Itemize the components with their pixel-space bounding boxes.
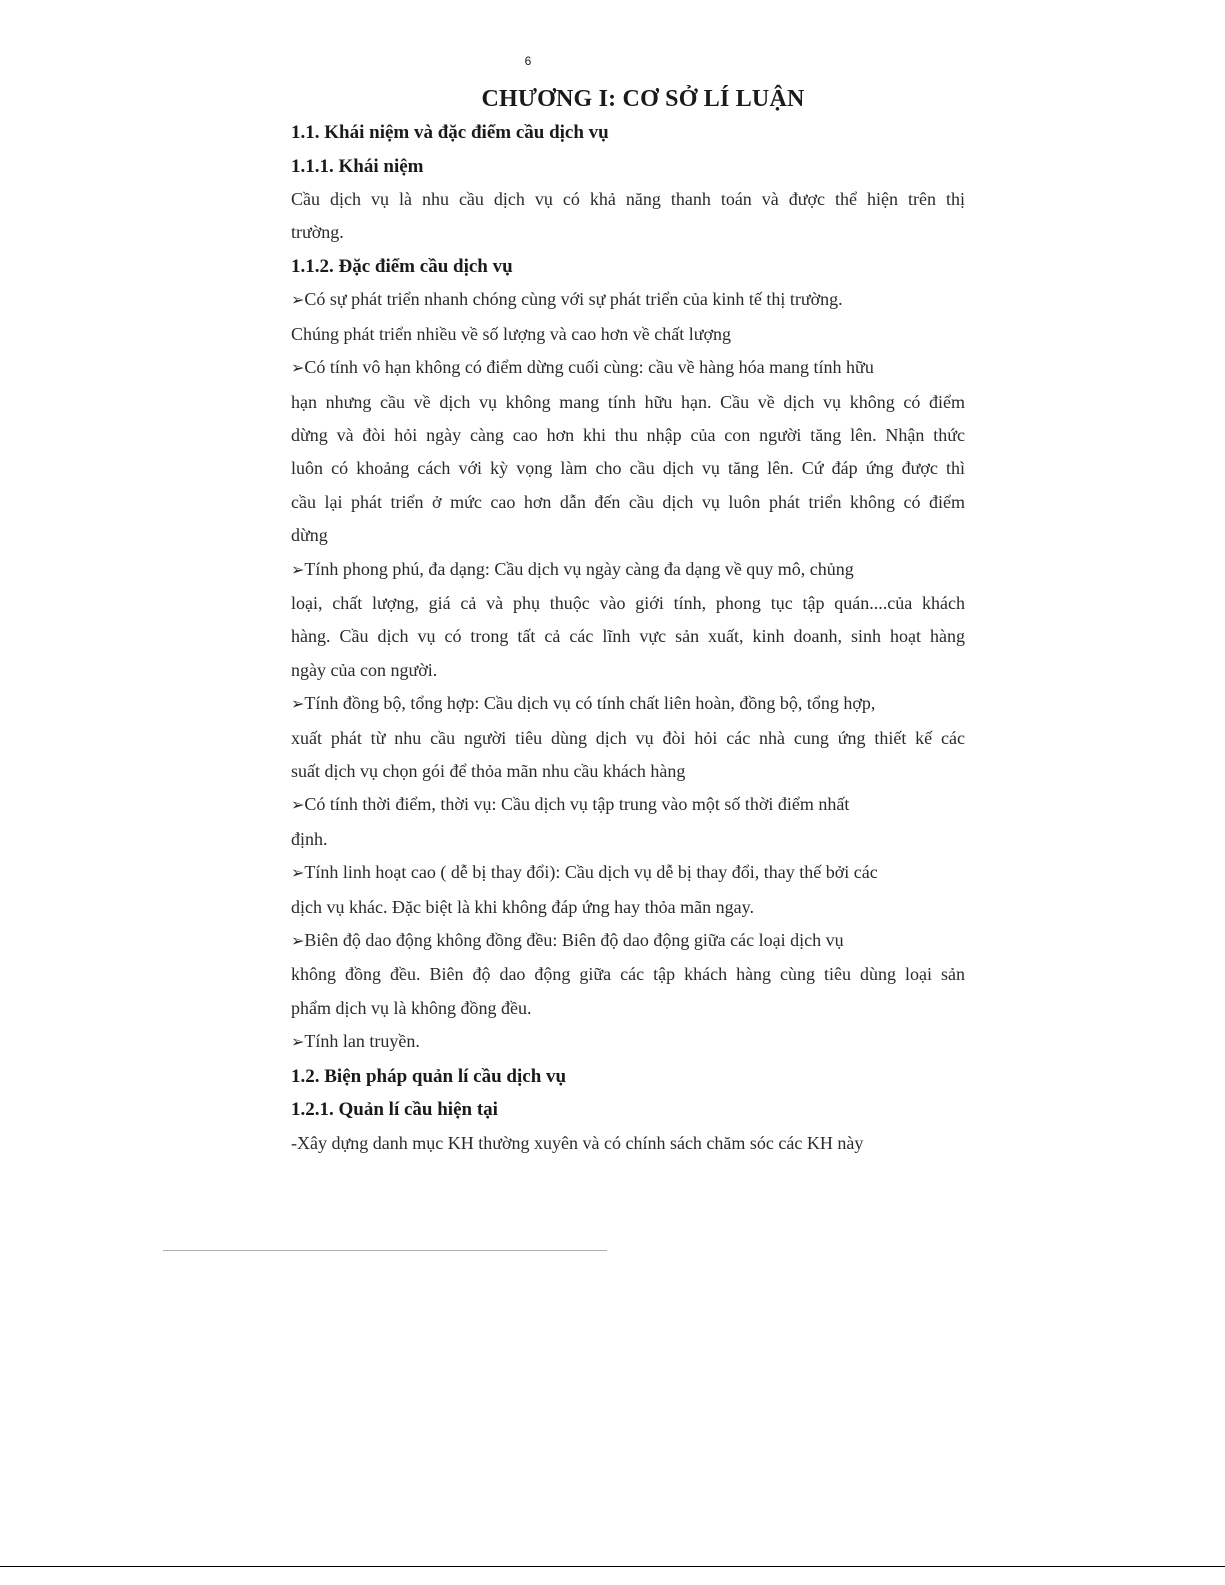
section-heading-1-2-1: 1.2.1. Quản lí cầu hiện tại: [291, 1099, 498, 1121]
bullet-arrow-icon: ➢: [291, 797, 305, 815]
bullet-item-line: [291, 687, 965, 721]
paragraph-line: không đồng đều. Biên độ dao động giữa các tập khách hàng cùng tiêu dùng loại sản: [291, 964, 965, 985]
paragraph-line: hạn nhưng cầu về dịch vụ không mang tính hữu hạn. Cầu về dịch vụ không có điểm: [291, 391, 965, 412]
page-bottom-border: [0, 1566, 1225, 1567]
paragraph-line: dừng: [291, 525, 328, 546]
paragraph-line: phẩm dịch vụ là không đồng đều.: [291, 997, 532, 1018]
paragraph-line: dịch vụ khác. Đặc biệt là khi không đáp ứng hay thỏa mãn ngay.: [291, 896, 754, 917]
bullet-item-line: [291, 351, 965, 385]
section-heading-1-1: 1.1. Khái niệm và đặc điểm cầu dịch vụ: [291, 122, 609, 143]
paragraph-line: cầu lại phát triển ở mức cao hơn dẫn đến cầu dịch vụ luôn phát triển không có điểm: [291, 491, 965, 512]
bullet-item-text: Tính phong phú, đa dạng: Cầu dịch vụ ngày càng đa dạng về quy mô, chủng: [304, 558, 854, 579]
bullet-item-line: [291, 1025, 965, 1059]
document-body: [291, 82, 965, 1160]
paragraph-line: Cầu dịch vụ là nhu cầu dịch vụ có khả năng thanh toán và được thể hiện trên thị: [291, 189, 965, 209]
bullet-item-line: [291, 553, 965, 587]
section-heading-1-1-1: 1.1.1. Khái niệm: [291, 155, 424, 177]
bullet-item-line: [291, 924, 965, 958]
bullet-arrow-icon: ➢: [291, 933, 305, 951]
section-heading-1-1-2: 1.1.2. Đặc điểm cầu dịch vụ: [291, 255, 513, 277]
section-heading-1-2: 1.2. Biện pháp quản lí cầu dịch vụ: [291, 1065, 567, 1087]
bullet-item-text: Tính lan truyền.: [304, 1031, 420, 1052]
bullet-arrow-icon: ➢: [291, 292, 305, 310]
bullet-item-text: Biên độ dao động không đồng đều: Biên độ dao động giữa các loại dịch vụ: [304, 930, 844, 951]
bullet-item-text: Có sự phát triển nhanh chóng cùng với sự phát triển của kinh tế thị trường.: [304, 289, 843, 310]
bullet-item-line: [291, 856, 965, 890]
bullet-item-text: Tính linh hoạt cao ( dễ bị thay đổi): Cầu dịch vụ dễ bị thay đổi, thay thế bởi các: [304, 862, 878, 883]
bullet-item-text: Có tính vô hạn không có điểm dừng cuối cùng: cầu về hàng hóa mang tính hữu: [304, 357, 874, 378]
paragraph-line: định.: [291, 828, 328, 849]
bullet-item-line: [291, 283, 965, 317]
bullet-item-line: [291, 788, 965, 822]
bullet-item-text: Có tính thời điểm, thời vụ: Cầu dịch vụ tập trung vào một số thời điểm nhất: [304, 794, 850, 815]
bullet-item-text: Tính đồng bộ, tổng hợp: Cầu dịch vụ có tính chất liên hoàn, đồng bộ, tổng hợp,: [304, 693, 876, 714]
bullet-arrow-icon: ➢: [291, 1034, 305, 1052]
footnote-separator: [163, 1250, 607, 1251]
page-number: 6: [524, 54, 532, 68]
bullet-arrow-icon: ➢: [291, 561, 305, 579]
paragraph-line: luôn có khoảng cách với kỳ vọng làm cho cầu dịch vụ tăng lên. Cứ đáp ứng được thì: [291, 458, 965, 479]
paragraph-line: Chúng phát triển nhiều về số lượng và cao hơn về chất lượng: [291, 323, 731, 344]
paragraph-line: dừng và đòi hỏi ngày càng cao hơn khi thu nhập của con người tăng lên. Nhận thức: [291, 424, 965, 445]
bullet-arrow-icon: ➢: [291, 865, 305, 883]
paragraph-line: hàng. Cầu dịch vụ có trong tất cả các lĩnh vực sản xuất, kinh doanh, sinh hoạt hàng: [291, 626, 965, 647]
paragraph-line: suất dịch vụ chọn gói để thỏa mãn nhu cầu khách hàng: [291, 761, 686, 781]
chapter-title: CHƯƠNG I: CƠ SỞ LÍ LUẬN: [481, 86, 805, 112]
paragraph-line: ngày của con người.: [291, 659, 438, 680]
paragraph-line: xuất phát từ nhu cầu người tiêu dùng dịch vụ đòi hỏi các nhà cung ứng thiết kế các: [291, 727, 965, 748]
paragraph-line: loại, chất lượng, giá cả và phụ thuộc vào giới tính, phong tục tập quán....của khách: [291, 592, 965, 613]
paragraph-line: trường.: [291, 222, 344, 243]
bullet-arrow-icon: ➢: [291, 696, 305, 714]
paragraph-line: -Xây dựng danh mục KH thường xuyên và có chính sách chăm sóc các KH này: [291, 1132, 864, 1153]
bullet-arrow-icon: ➢: [291, 360, 305, 378]
